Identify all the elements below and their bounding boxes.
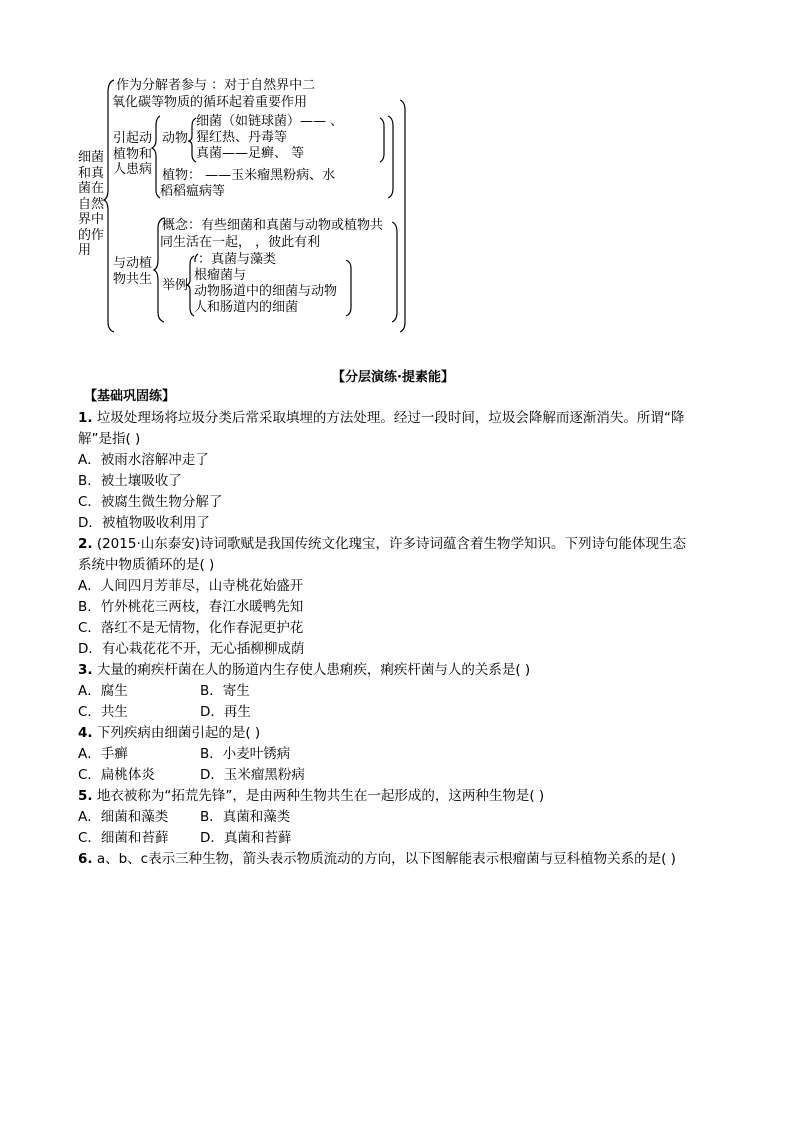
- question-text: 垃圾处理场将垃圾分类后常采取填埋的方法处理。经过一段时间，垃圾会降解而逐渐消失。所谓“降: [96, 410, 685, 426]
- question-text: 地衣被称为“拓荒先锋”，是由两种生物共生在一起形成的，这两种生物是( ): [96, 788, 545, 804]
- option-c: C．扁桃体炎: [78, 767, 155, 783]
- option-b: B．小麦叶锈病: [200, 746, 291, 762]
- option-a: A．腐生: [78, 683, 128, 699]
- question-number: 6.: [78, 851, 93, 867]
- disease-label: 引起动 植物和 人患病: [113, 131, 153, 177]
- question-number: 4.: [78, 725, 93, 741]
- question-text: 大量的痢疾杆菌在人的肠道内生存使人患痢疾，痢疾杆菌与人的关系是( ): [96, 662, 531, 678]
- animal-label: 动物: [162, 131, 189, 146]
- example-2: 根瘤菌与: [194, 268, 247, 283]
- section-title: 【分层演练·提素能】: [332, 370, 454, 385]
- question-6: [78, 850, 676, 868]
- option-a: A．人间四月芳菲尽，山寺桃花始盛开: [78, 578, 304, 594]
- question-number: 2.: [78, 536, 93, 552]
- question-number: 1.: [78, 410, 93, 426]
- animal-line-3: 真菌——足癣、 等: [196, 146, 305, 161]
- animal-line-1: 细菌（如链球菌）—— 、: [196, 114, 344, 129]
- option-d: D．被植物吸收利用了: [78, 515, 210, 531]
- option-d: D．有心栽花花不开，无心插柳柳成荫: [78, 641, 305, 657]
- symbiosis-label: 与动植 物共生: [113, 256, 153, 287]
- question-2-line-2: 系统中物质循环的是( ): [78, 557, 215, 573]
- question-5: [78, 787, 544, 805]
- question-number: 5.: [78, 788, 93, 804]
- option-c: C．被腐生微生物分解了: [78, 494, 223, 510]
- decomposer-line-2: 氧化碳等物质的循环起着重要作用: [112, 95, 308, 110]
- option-d: D．再生: [200, 704, 251, 720]
- question-number: 3.: [78, 662, 93, 678]
- example-1: ：真菌与藻类: [198, 252, 277, 267]
- example-label: 举例: [162, 278, 189, 293]
- plant-line-1: 植物： ——玉米瘤黑粉病、水: [162, 168, 336, 183]
- option-a: A．细菌和藻类: [78, 809, 169, 825]
- question-1-line-2: 解”是指( ): [78, 431, 141, 447]
- option-a: A．手癣: [78, 746, 128, 762]
- question-2: [78, 535, 686, 553]
- option-a: A．被雨水溶解冲走了: [78, 452, 209, 468]
- map-root-label: 细菌 和真 菌在 自然 界中 的作 用: [78, 150, 105, 258]
- animal-line-2: 猩红热、丹毒等: [196, 130, 288, 145]
- plant-line-2: 稻稻瘟病等: [160, 184, 226, 199]
- option-b: B．被土壤吸收了: [78, 473, 182, 489]
- option-b: B．真菌和藻类: [200, 809, 291, 825]
- option-c: C．细菌和苔藓: [78, 830, 169, 846]
- decomposer-line-1: 作为分解者参与 ：对于自然界中二: [116, 78, 316, 93]
- option-b: B．寄生: [200, 683, 250, 699]
- option-c: C．共生: [78, 704, 128, 720]
- question-text: 下列疾病由细菌引起的是( ): [96, 725, 261, 741]
- option-b: B．竹外桃花三两枝，春江水暖鸭先知: [78, 599, 304, 615]
- concept-line-2: 同生活在一起， ，彼此有利: [160, 235, 321, 250]
- example-3: 动物肠道中的细菌与动物: [194, 284, 338, 299]
- question-text: (2015·山东泰安)诗词歌赋是我国传统文化瑰宝，许多诗词蕴含着生物学知识。下列诗句能体现生态: [96, 536, 687, 552]
- concept-line-1: 概念：有些细菌和真菌与动物或植物共: [162, 218, 384, 233]
- subsection-title: 【基础巩固练】: [84, 389, 176, 404]
- option-d: D．真菌和苔藓: [200, 830, 292, 846]
- question-3: [78, 661, 530, 679]
- question-4: [78, 724, 260, 742]
- question-text: a、b、c表示三种生物，箭头表示物质流动的方向，以下图解能表示根瘤菌与豆科植物关系的是( ): [96, 851, 676, 867]
- example-4: 人和肠道内的细菌: [194, 300, 299, 315]
- option-d: D．玉米瘤黑粉病: [200, 767, 305, 783]
- question-1: [78, 409, 684, 427]
- option-c: C．落红不是无情物，化作春泥更护花: [78, 620, 304, 636]
